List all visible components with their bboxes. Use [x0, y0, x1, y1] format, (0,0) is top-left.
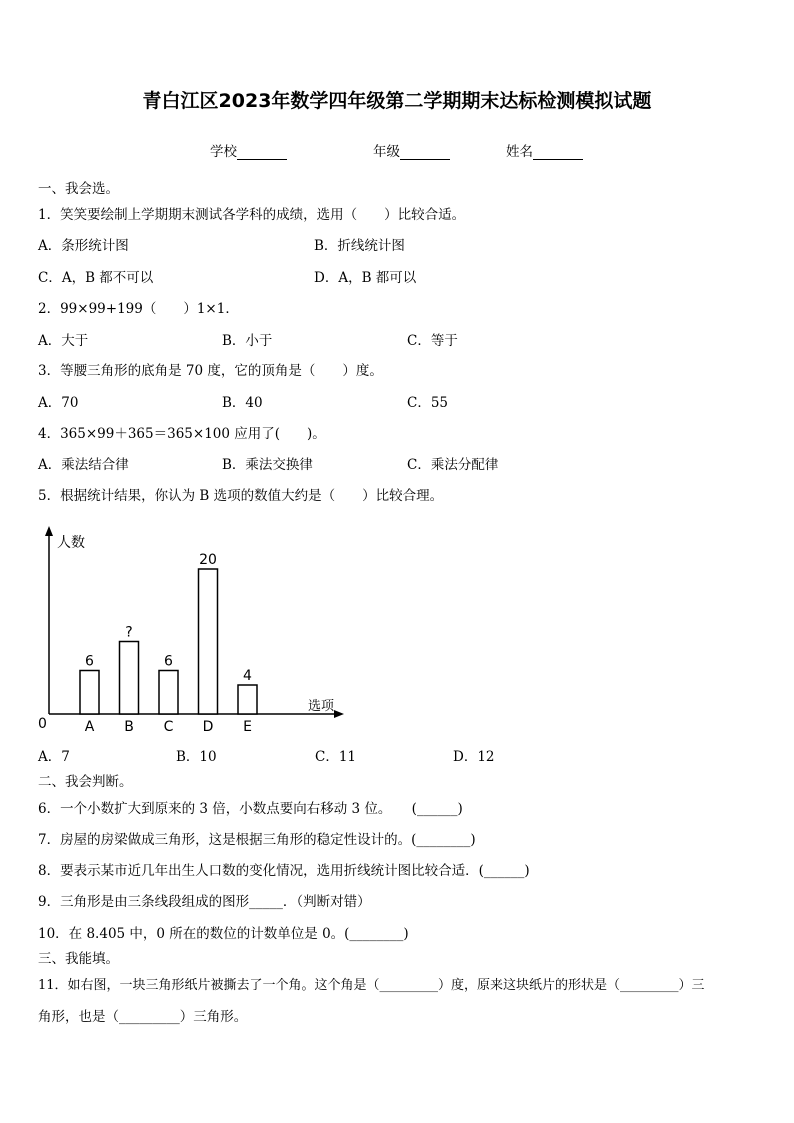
q1-option-b[interactable]: B．折线统计图	[314, 238, 405, 254]
tick-label-c: C	[163, 719, 174, 735]
q5-option-a[interactable]: A．7	[38, 749, 70, 765]
section3-heading: 三、我能填。	[38, 951, 119, 967]
question-4: 4．365×99＋365＝365×100 应用了( )。	[38, 426, 326, 442]
q5-option-c[interactable]: C．11	[315, 749, 357, 765]
section2-heading: 二、我会判断。	[38, 774, 133, 790]
question-6: 6．一个小数扩大到原来的 3 倍，小数点要向右移动 3 位。 (______)	[38, 801, 463, 817]
q4-option-b[interactable]: B．乘法交换律	[222, 457, 313, 473]
data-label-e: 4	[243, 668, 252, 684]
grade-field[interactable]	[373, 140, 450, 160]
q2-option-c[interactable]: C．等于	[407, 333, 458, 349]
question-11-line2: 角形，也是（_________）三角形。	[38, 1009, 248, 1025]
bar-d	[199, 569, 218, 714]
page-title: 青白江区2023年数学四年级第二学期期末达标检测模拟试题	[142, 90, 652, 112]
school-label: 学校	[210, 144, 237, 160]
q2-option-a[interactable]: A．大于	[38, 333, 89, 349]
bar-b	[120, 642, 139, 715]
question-8: 8．要表示某市近几年出生人口数的变化情况，选用折线统计图比较合适．(______)	[38, 863, 530, 879]
question-3: 3．等腰三角形的底角是 70 度，它的顶角是（ ）度。	[38, 363, 383, 379]
q1-option-c[interactable]: C．A，B 都不可以	[38, 270, 154, 286]
q1-option-d[interactable]: D．A，B 都可以	[314, 270, 417, 286]
x-axis-label: 选项	[308, 699, 335, 714]
y-axis-label: 人数	[57, 535, 85, 551]
question-11-line1: 11．如右图，一块三角形纸片被撕去了一个角。这个角是（_________）度，原来这块纸片的形状是（_________）三	[38, 978, 705, 993]
q4-option-c[interactable]: C．乘法分配律	[407, 457, 499, 473]
question-5: 5．根据统计结果，你认为 B 选项的数值大约是（ ）比较合理。	[38, 488, 444, 504]
tick-label-d: D	[202, 719, 214, 735]
bar-a	[80, 671, 99, 715]
bar-e	[238, 685, 257, 714]
data-label-c: 6	[164, 653, 173, 670]
q3-option-b[interactable]: B．40	[222, 395, 263, 411]
tick-label-a: A	[84, 719, 95, 735]
tick-label-e: E	[243, 719, 252, 735]
school-blank[interactable]	[237, 145, 287, 160]
grade-label: 年级	[373, 144, 400, 160]
q2-option-b[interactable]: B．小于	[222, 333, 273, 349]
data-label-b: ?	[125, 624, 133, 641]
data-label-a: 6	[85, 653, 94, 670]
origin-label: 0	[38, 716, 47, 732]
question-2: 2．99×99+199（ ）1×1．	[38, 301, 239, 317]
question-7: 7．房屋的房梁做成三角形，这是根据三角形的稳定性设计的。(________)	[38, 832, 476, 848]
bar-c	[159, 671, 178, 715]
question-1: 1．笑笑要绘制上学期期末测试各学科的成绩，选用（ ）比较合适。	[38, 207, 466, 223]
q3-option-a[interactable]: A．70	[38, 395, 79, 411]
q5-option-b[interactable]: B．10	[176, 749, 217, 765]
tick-label-b: B	[124, 719, 134, 735]
section1-heading: 一、我会选。	[38, 181, 119, 197]
q4-option-a[interactable]: A．乘法结合律	[38, 457, 129, 473]
q3-option-c[interactable]: C．55	[407, 395, 449, 411]
grade-blank[interactable]	[400, 145, 450, 160]
x-axis-arrow-icon	[334, 710, 344, 718]
name-blank[interactable]	[533, 145, 583, 160]
question-10: 10．在 8.405 中，0 所在的数位的计数单位是 0。(________)	[38, 926, 409, 942]
y-axis-arrow-icon	[45, 526, 53, 536]
bars-group	[80, 552, 257, 735]
school-field[interactable]	[210, 140, 287, 160]
bar-chart	[30, 522, 360, 744]
name-field[interactable]	[506, 140, 583, 160]
data-label-d: 20	[199, 552, 217, 568]
q5-option-d[interactable]: D．12	[453, 749, 495, 765]
q1-option-a[interactable]: A．条形统计图	[38, 238, 129, 254]
name-label: 姓名	[506, 144, 533, 160]
question-9: 9．三角形是由三条线段组成的图形_____．（判断对错）	[38, 894, 371, 910]
